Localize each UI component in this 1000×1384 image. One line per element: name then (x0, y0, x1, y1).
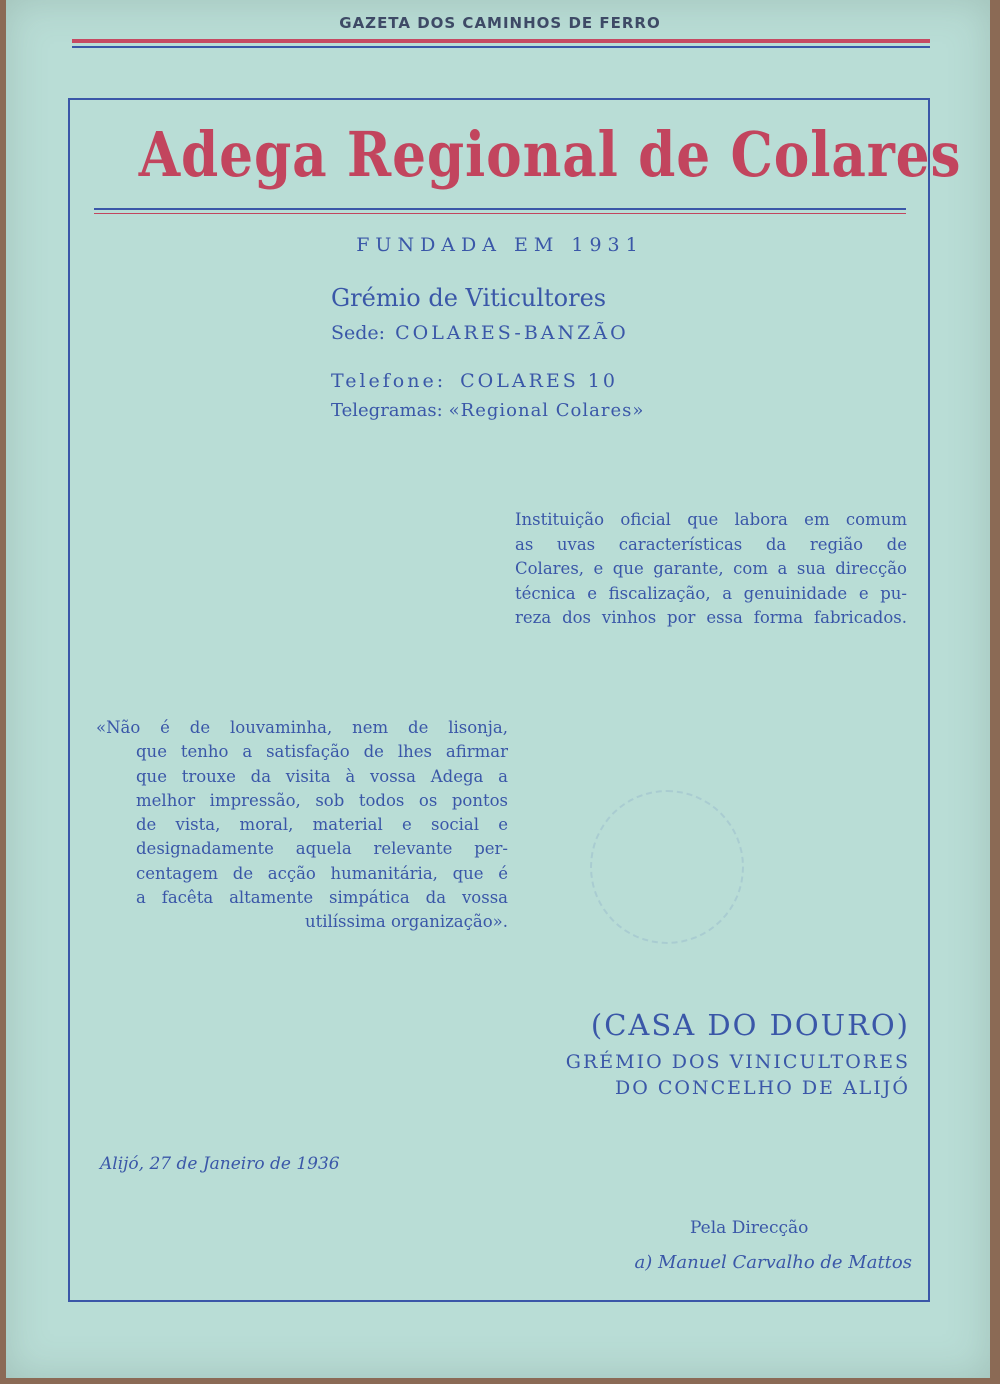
ad-frame (68, 98, 962, 1302)
header-rule-red (72, 39, 930, 43)
institution-line: reza dos vinhos por essa forma fabricados. (515, 608, 907, 627)
title-rule-blue (94, 208, 906, 210)
vinicultores-guild (520, 1049, 910, 1101)
telegrams-value: «Regional Colares» (448, 400, 645, 421)
quote-line: designadamente aquela relevante per- (136, 839, 508, 859)
institution-line: Colares, e que garante, com a sua direcção (515, 559, 907, 578)
telegrams-line (331, 400, 644, 421)
phone-line (331, 370, 618, 392)
quote-line: que tenho a satisfação de lhes afirmar (136, 742, 508, 762)
quote-line: que trouxe da visita à vossa Adega a (136, 766, 508, 786)
quote-line: melhor impressão, sob todos os pontos (136, 790, 508, 810)
quote-line: «Não é de louvaminha, nem de lisonja, (96, 718, 508, 737)
signature-line: a) Manuel Carvalho de Mattos (634, 1252, 912, 1273)
seat-label: Sede: (331, 322, 386, 344)
vinicultores-line-1: GRÉMIO DOS VINICULTORES (565, 1051, 910, 1073)
phone-label: Telefone: (331, 370, 447, 392)
title-rule-red (94, 213, 906, 214)
seat-line (331, 322, 629, 344)
telegrams-label: Telegramas: (331, 400, 443, 421)
institution-line: as uvas características da região de (515, 534, 907, 554)
institution-line: Instituição oficial que labora em comum (515, 510, 907, 529)
letter-date: Alijó, 27 de Janeiro de 1936 (100, 1154, 340, 1174)
header-rule-blue (72, 46, 930, 48)
seat-value: COLARES-BANZÃO (395, 322, 629, 344)
testimonial-quote (96, 716, 508, 935)
quote-line: a facêta altamente simpática da vossa (136, 888, 508, 908)
on-behalf-line: Pela Direcção (690, 1218, 809, 1238)
gazette-header: GAZETA DOS CAMINHOS DE FERRO (339, 14, 661, 32)
vinicultores-line-2: DO CONCELHO DE ALIJÓ (615, 1077, 910, 1099)
quote-line: de vista, moral, material e social e (136, 815, 508, 835)
faded-stamp (590, 790, 744, 944)
phone-value: COLARES 10 (460, 370, 618, 392)
quote-line: utilíssima organização». (304, 912, 508, 932)
ad-title: Adega Regional de Colares (138, 118, 962, 191)
founded-line: FUNDADA EM 1931 (356, 234, 644, 256)
quote-line: centagem de acção humanitária, que é (136, 863, 508, 883)
institution-paragraph (515, 508, 907, 631)
guild-name: Grémio de Viticultores (331, 284, 607, 312)
institution-line: técnica e fiscalização, a genuinidade e pu- (515, 583, 907, 603)
casa-do-douro: (CASA DO DOURO) (590, 1008, 910, 1042)
